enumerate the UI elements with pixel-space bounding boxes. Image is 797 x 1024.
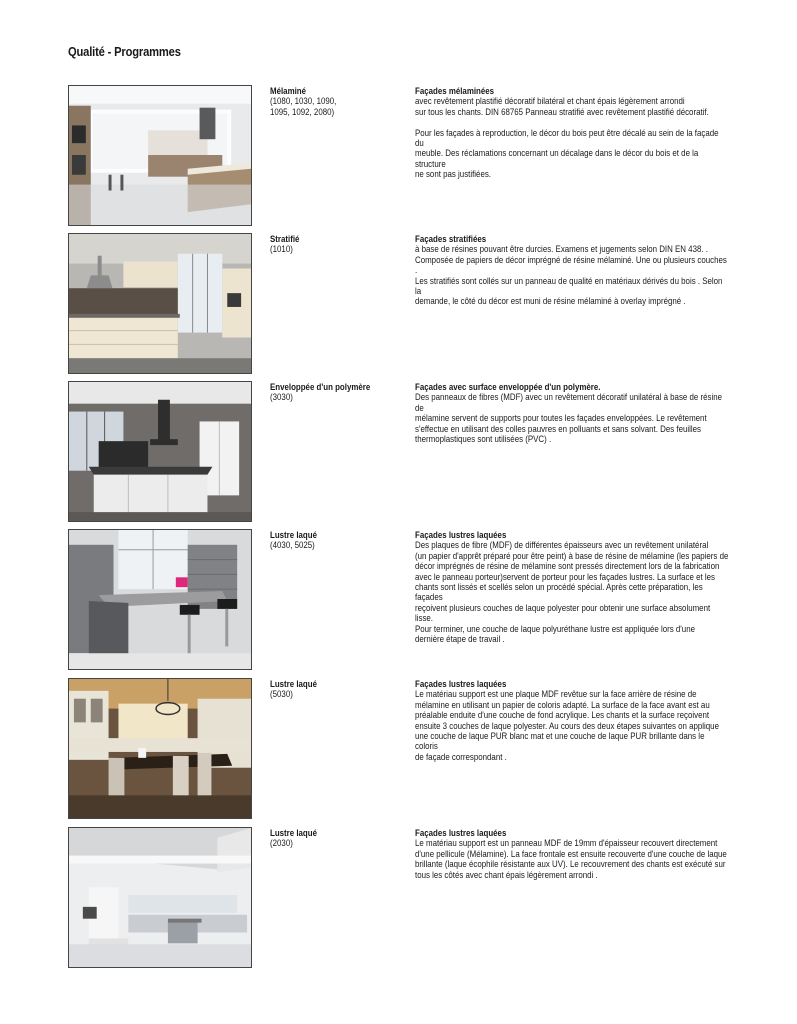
finish-codes: (5030) bbox=[270, 689, 293, 700]
finish-name: Lustre laqué bbox=[270, 679, 317, 689]
description-paragraph: avec revêtement plastifié décoratif bilatéral et chant épais légèrement arrondi sur tous les chants. DIN 68765 Panneau stratifié avec revêtement plastifié décoratif. bbox=[415, 96, 709, 117]
finish-codes: (4030, 5025) bbox=[270, 540, 315, 551]
description-paragraph: Le matériau support est une plaque MDF revêtue sur la face arrière de résine de mélamine en utilisant un papier de coloris adapté. La surface de la face avant est au préalable enduite d'une couche de fond acrylique. Les chants et la surface reçoivent ensuite 3 couches de laque polyester. Au cours des deux étapes suivantes on applique une couche de laque PUR blanc mat et une couche de laque PUR brillante dans le coloris de façade correspondant . bbox=[415, 689, 719, 762]
kitchen-photo-lustre-5030 bbox=[68, 678, 252, 819]
page-title: Qualité - Programmes bbox=[68, 44, 181, 59]
finish-name: Lustre laqué bbox=[270, 530, 317, 540]
finish-codes: (3030) bbox=[270, 392, 293, 403]
kitchen-photo-lustre-2030 bbox=[68, 827, 252, 968]
description-title: Façades lustres laquées bbox=[415, 679, 507, 689]
description-paragraph: à base de résines pouvant être durcies. Examens et jugements selon DIN EN 438. . Composée de papiers de décor imprégné de résine mélaminé. Une ou plusieurs couches . Les stratifiés sont collés sur un panneau de qualité en matériaux dérivés du bois . Selon la demande, le côté du décor est muni de résine mélaminé à overlay imprégné . bbox=[415, 244, 727, 307]
description-paragraph: Des panneaux de fibres (MDF) avec un revêtement décoratif unilatéral à base de résine de mélamine servent de supports pour toutes les façades enveloppées. Le revêtement s'effectue en utilisant des colles pauvres en polluants et sans solvant. Des feuilles thermoplastiques sont utilisées (PVC) . bbox=[415, 392, 723, 445]
description-title: Façades lustres laquées bbox=[415, 530, 507, 540]
programme-row-lustre-5030 bbox=[0, 678, 797, 820]
programme-row-polymere bbox=[0, 381, 797, 523]
finish-codes: (1010) bbox=[270, 244, 293, 255]
finish-name: Mélaminé bbox=[270, 86, 307, 96]
programme-row-lustre-2030 bbox=[0, 827, 797, 969]
kitchen-photo-lustre-4030 bbox=[68, 529, 252, 670]
kitchen-photo-stratifie bbox=[68, 233, 252, 374]
finish-name: Stratifié bbox=[270, 234, 300, 244]
description-title: Façades mélaminées bbox=[415, 86, 495, 96]
description-paragraph: Pour les façades à reproduction, le décor du bois peut être décalé au sein de la façade du meuble. Des réclamations concernant un décalage dans le décor du bois et de la structure ne sont pas justifiées. bbox=[415, 127, 719, 180]
description-title: Façades avec surface enveloppée d'un polymère. bbox=[415, 382, 601, 392]
description-paragraph: Le matériau support est un panneau MDF de 19mm d'épaisseur recouvert directement d'une pellicule (Mélamine). La face frontale est ensuite recouverte d'une couche de laque brillante (laque écophile résistante aux UV). Le recouvrement des chants est exécuté sur tous les côtés avec chant épais légèrement arrondi . bbox=[415, 838, 727, 880]
finish-name: Lustre laqué bbox=[270, 828, 317, 838]
description-title: Façades lustres laquées bbox=[415, 828, 507, 838]
description-paragraph: Des plaques de fibre (MDF) de différentes épaisseurs avec un revêtement unilatéral (un papier d'apprêt préparé pour être peint) à base de résine de mélamine (les papiers de décor imprégnés de résine de mélamine sont pressés directement lors de la fabrication avec le panneau porteur)servent de porteur pour les façades lustres. La surface et les chants sont lissés et scellés selon un procédé spécial. Après cette préparation, les façades reçoivent plusieurs couches de laque polyester pour obtenir une surface absolument lisse. Pour terminer, une couche de laque polyuréthane lustre est appliquée lors d'une dernière étape de travail . bbox=[415, 540, 729, 645]
finish-codes: (2030) bbox=[270, 838, 293, 849]
programme-row-stratifie bbox=[0, 233, 797, 375]
kitchen-photo-polymere bbox=[68, 381, 252, 522]
kitchen-photo-melamine bbox=[68, 85, 252, 226]
programme-row-melamine bbox=[0, 85, 797, 227]
description-title: Façades stratifiées bbox=[415, 234, 487, 244]
programme-row-lustre-4030 bbox=[0, 529, 797, 671]
finish-name: Enveloppée d'un polymère bbox=[270, 382, 371, 392]
finish-codes: (1080, 1030, 1090, 1095, 1092, 2080) bbox=[270, 96, 337, 117]
